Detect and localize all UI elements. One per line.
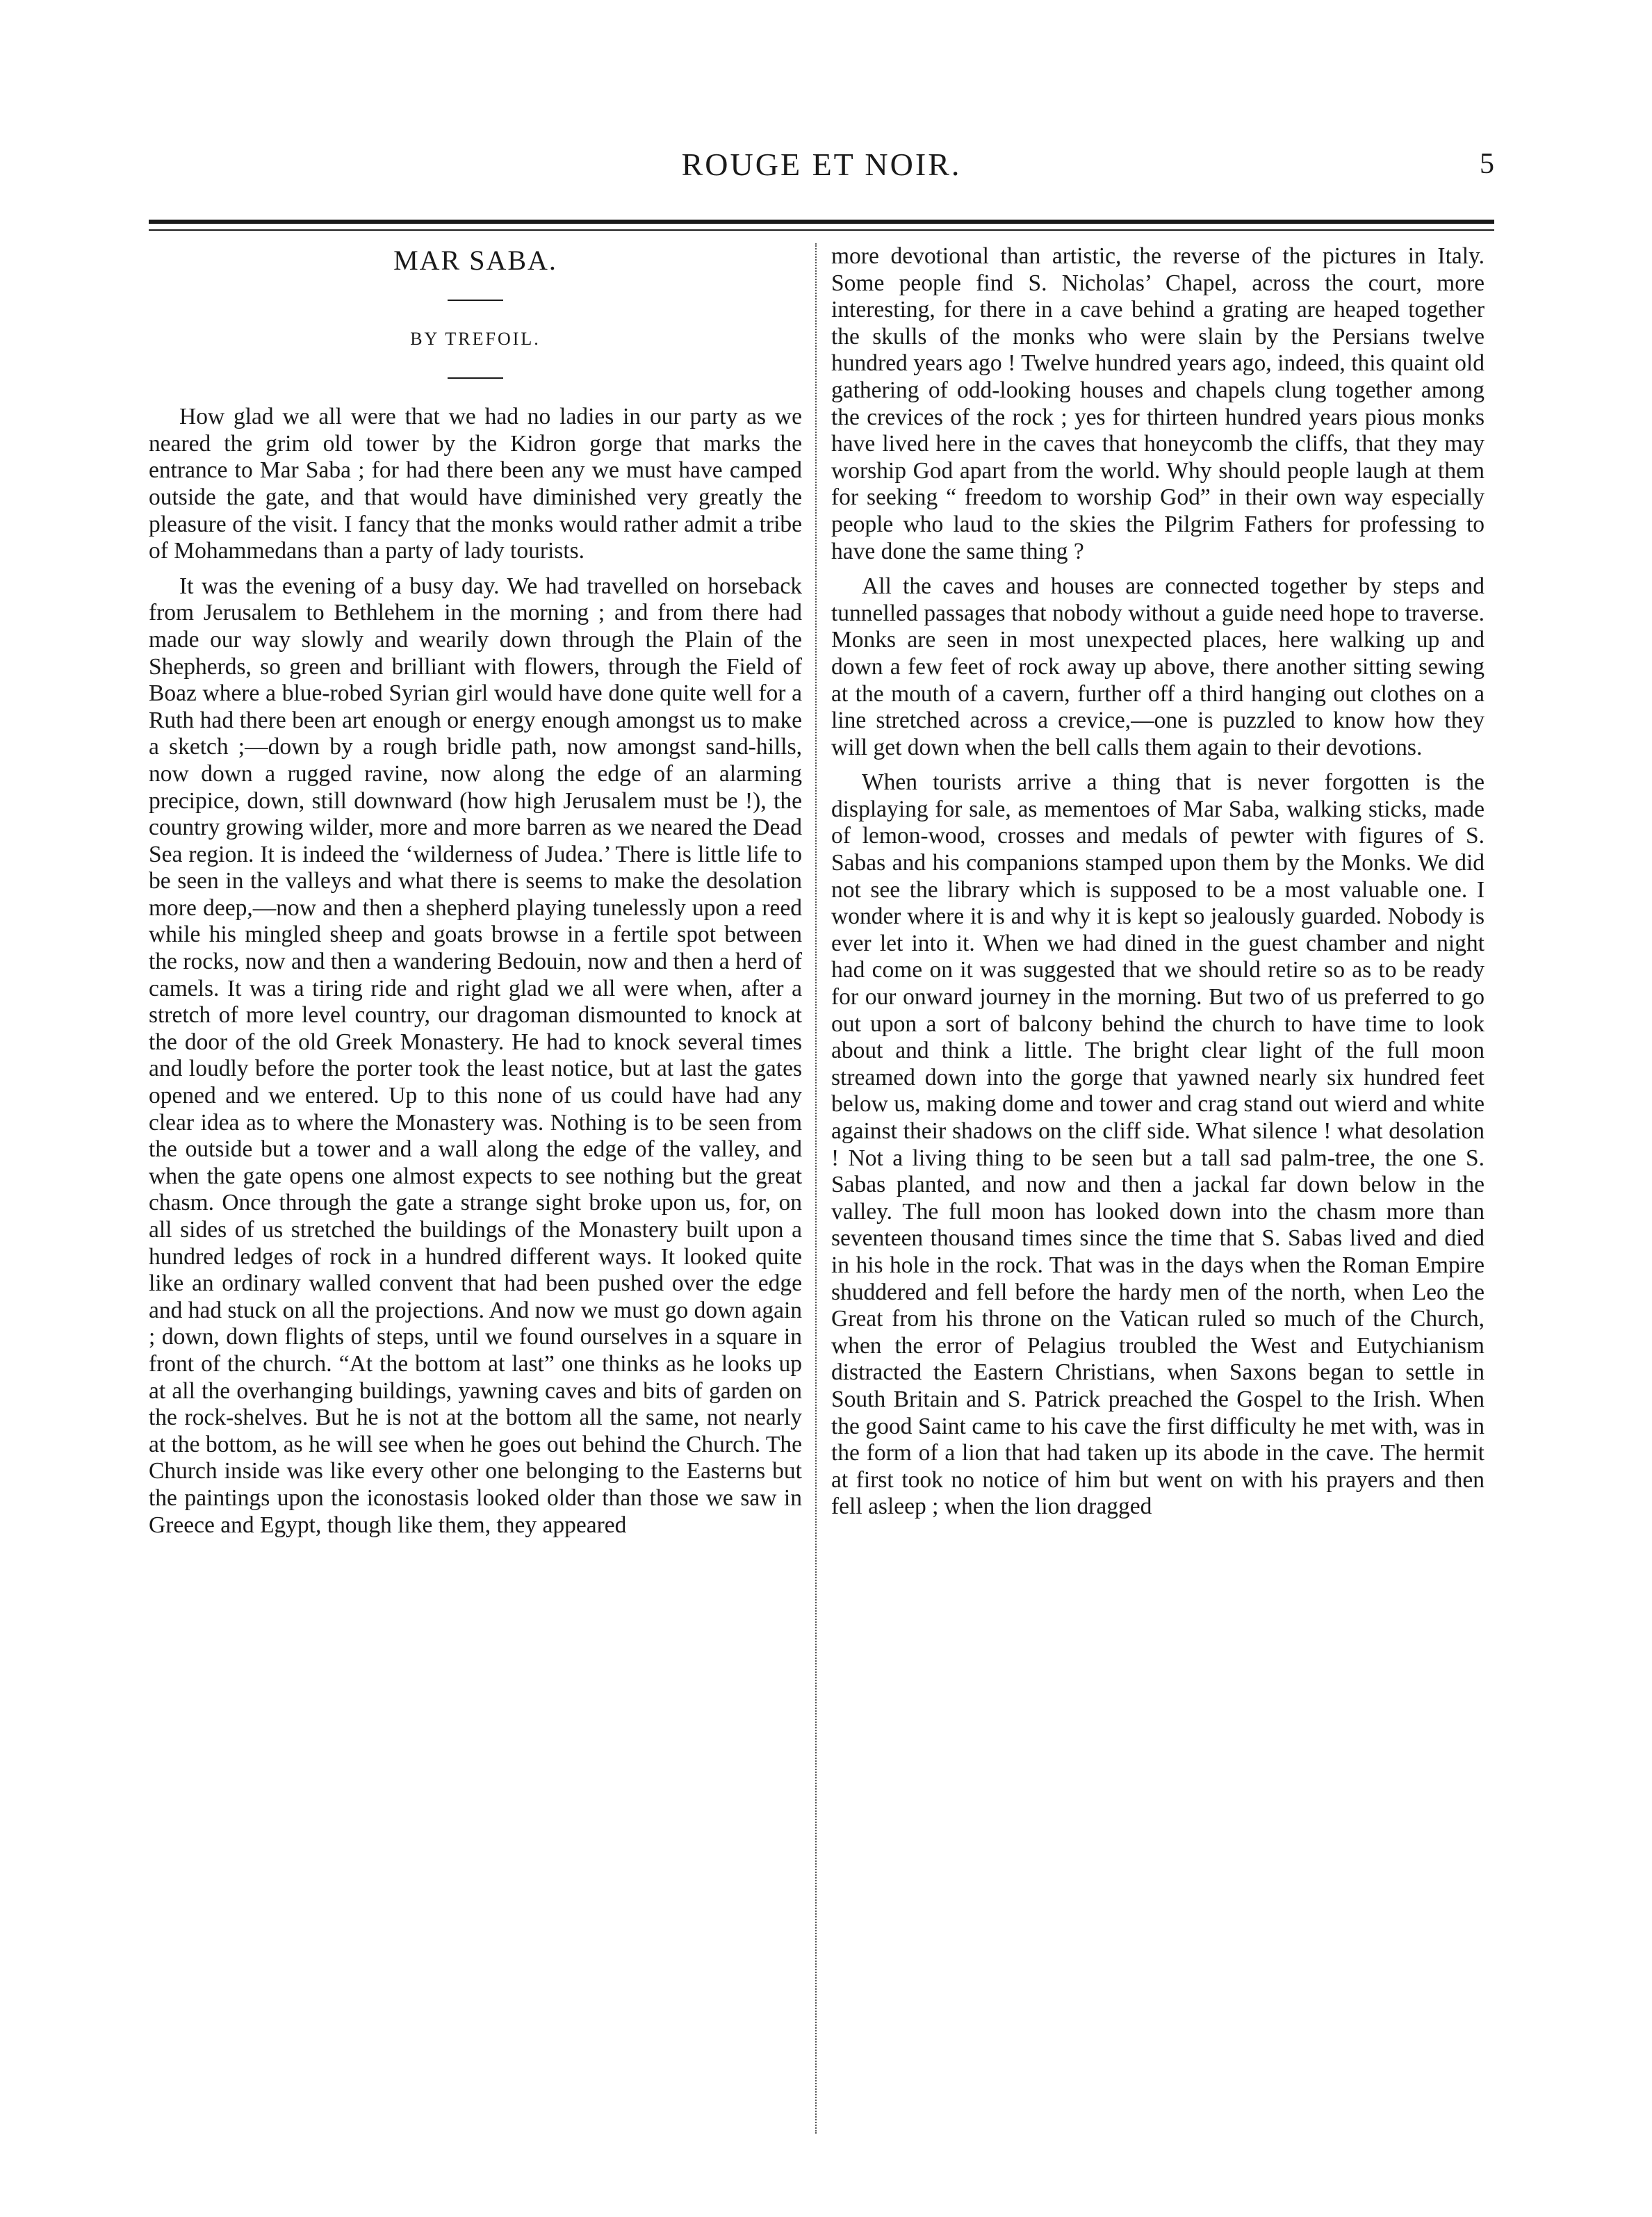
paragraph: It was the evening of a busy day. We had travelled on horseback from Jerusalem to Bethlehem in the morning ; and from there had made our way slowly and wearily down through the Plain of the Shepherds, so green and brilliant with flowers, through the Field of Boaz where a blue-robed Syrian girl would have done quite well for a Ruth had there been art enough or energy enough amongst us to make a sketch ;—down by a rough bridle path, now amongst sand-hills, now down a rugged ravine, now along the edge of an alarming precipice, down, still downward (how high Jerusalem must be !), the country growing wilder, more and more barren as we neared the Dead Sea region. It is indeed the ‘wilderness of Judea.’ There is little life to be seen in the valleys and what there is seems to make the desolation more deep,—now and then a shepherd playing tunelessly upon a reed while his mingled sheep and goats browse in a fertile spot between the rocks, now and then a wandering Bedouin, now and then a herd of camels. It was a tiring ride and right glad we all were when, after a stretch of more level country, our dragoman dismounted to knock at the door of the old Greek Monastery. He had to knock several times and loudly before the porter took the least notice, but at last the gates opened and we entered. Up to this none of us could have had any clear idea as to where the Monastery was. Nothing is to be seen from the outside but a tower and a wall along the edge of the valley, and when the gate opens one almost expects to see nothing but the great chasm. Once through the gate a strange sight broke upon us, for, on all sides of us stretched the buildings of the Monastery built upon a hundred ledges of rock in a hundred different ways. It looked quite like an ordinary walled convent that had been pushed over the edge and had stuck on all the projections. And now we must go down again ; down, down flights of steps, until we found ourselves in a square in front of the church. “At the bottom at last” one thinks as he looks up at all the overhanging buildings, yawning caves and bits of garden on the rock-shelves. But he is not at the bottom all the same, not nearly at the bottom, as he will see when he goes out behind the Church. The Church inside was like every other one belonging to the Easterns but the paintings upon the iconostasis looked older than those we saw in Greece and Egypt, though like them, they appeared <box>149 573 802 1538</box>
byline: BY TREFOIL. <box>410 328 541 349</box>
title-rule <box>448 300 503 301</box>
byline-rule <box>448 377 503 379</box>
paragraph: All the caves and houses are connected together by steps and tunnelled passages that nobody without a guide need hope to traverse. Monks are seen in most unexpected places, here walking up and down a few feet of rock away up above, there another sitting sewing at the mouth of a cavern, further off a third hanging out clothes on a line stretched across a crevice,—one is puzzled to know how they will get down when the bell calls them again to their devotions. <box>831 573 1485 760</box>
column-divider <box>815 243 817 2134</box>
left-column <box>149 243 802 1539</box>
right-column <box>831 243 1485 1521</box>
running-title: ROUGE ET NOIR. <box>681 147 962 182</box>
header-rule-thick <box>149 220 1494 224</box>
paragraph: When tourists arrive a thing that is never forgotten is the displaying for sale, as mementoes of Mar Saba, walking sticks, made of lemon-wood, crosses and medals of pewter with figures of S. Sabas and his companions stamped upon them by the Monks. We did not see the library which is supposed to be a most valuable one. I wonder where it is and why it is kept so jealously guarded. Nobody is ever let into it. When we had dined in the guest chamber and night had come on it was suggested that we should retire so as to be ready for our onward journey in the morning. But two of us preferred to go out upon a sort of balcony behind the church to have time to look about and think a little. The bright clear light of the full moon streamed down into the gorge that yawned nearly six hundred feet below us, making dome and tower and crag stand out wierd and white against their shadows on the cliff side. What silence ! what desolation ! Not a living thing to be seen but a tall sad palm-tree, the one S. Sabas planted, and now and then a jackal far down below in the valley. The full moon has looked down into the chasm more than seventeen thousand times since the time that S. Sabas lived and died in his hole in the rock. That was in the days when the Roman Empire shuddered and fell before the hardy men of the north, when Leo the Great from his throne on the Vatican ruled so much of the Church, when the error of Pelagius troubled the West and Eutychianism distracted the Eastern Christians, when Saxons began to settle in South Britain and S. Patrick preached the Gospel to the Irish. When the good Saint came to his cave the first difficulty he met with, was in the form of a lion that had taken up its abode in the cave. The hermit at first took no notice of him but went on with his prayers and then fell asleep ; when the lion dragged <box>831 769 1485 1520</box>
page-header <box>149 139 1494 195</box>
paragraph: How glad we all were that we had no ladies in our party as we neared the grim old tower by the Kidron gorge that marks the entrance to Mar Saba ; for had there been any we must have camped outside the gate, and that would have diminished very greatly the pleasure of the visit. I fancy that the monks would rather admit a tribe of Mohammedans than a party of lady tourists. <box>149 404 802 564</box>
paragraph: more devotional than artistic, the reverse of the pictures in Italy. Some people find S. Nicholas’ Chapel, across the court, more interesting, for there in a cave behind a grating are heaped together the skulls of the monks who were slain by the Persians twelve hundred years ago ! Twelve hundred years ago, indeed, this quaint old gathering of odd-looking houses and chapels clung together among the crevices of the rock ; yes for thirteen hundred years pious monks have lived here in the caves that honeycomb the cliffs, that they may worship God apart from the world. Why should people laugh at them for seeking “ freedom to worship God” in their own way especially people who laud to the skies the Pilgrim Fathers for professing to have done the same thing ? <box>831 243 1485 564</box>
page-number: 5 <box>1480 148 1494 180</box>
article-title: MAR SABA. <box>393 245 557 276</box>
header-rule-thin <box>149 229 1494 231</box>
